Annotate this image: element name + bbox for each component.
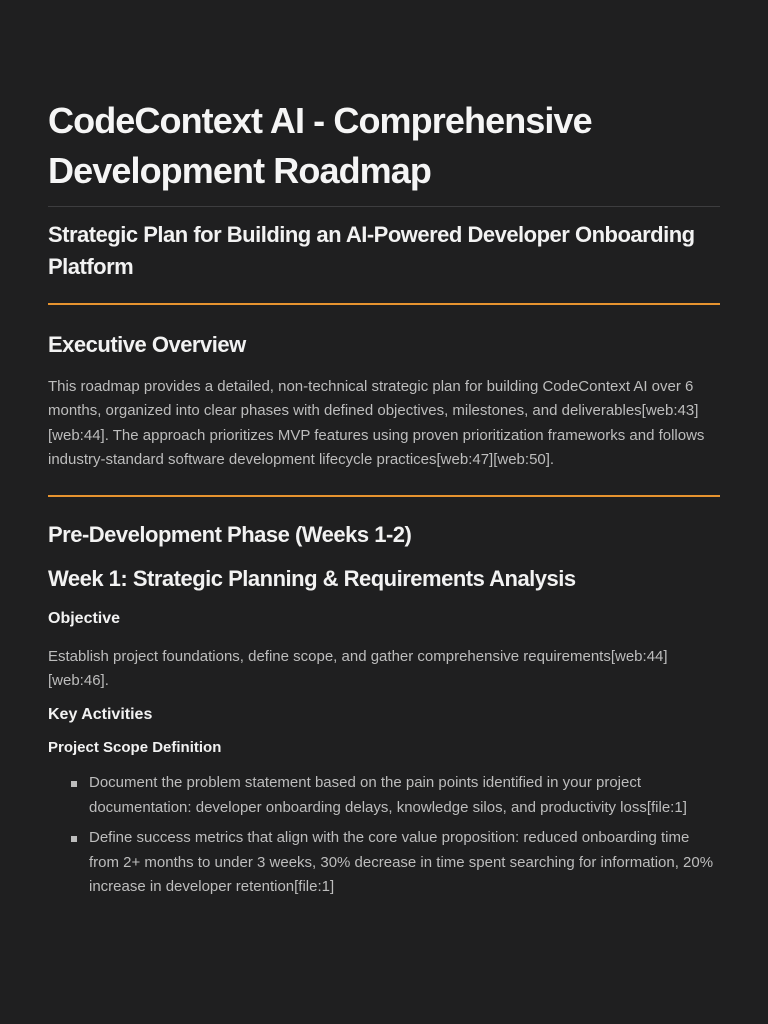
- objective-body: Establish project foundations, define scope, and gather comprehensive requirements[web:44][web:46].: [48, 647, 668, 690]
- document-title: CodeContext AI - Comprehensive Development Roadmap: [48, 100, 592, 191]
- scope-bullet-list: [48, 771, 720, 899]
- key-activities-heading: Key Activities: [48, 706, 153, 724]
- list-item: [48, 826, 720, 899]
- section-divider: [48, 495, 720, 497]
- executive-overview-heading: Executive Overview: [48, 332, 246, 357]
- objective-heading: Objective: [48, 609, 121, 627]
- section-divider: [48, 303, 720, 305]
- list-item: [48, 771, 720, 820]
- list-item-text: Define success metrics that align with the core value proposition: reduced onboarding time from 2+ months to under 3 weeks, 30% decrease in time spent searching for information, 20% increase in developer retention[file:1]: [89, 829, 714, 896]
- week1-heading: Week 1: Strategic Planning & Requirements Analysis: [48, 565, 576, 591]
- bullet-marker: [71, 836, 77, 842]
- title-divider: [48, 206, 720, 207]
- document-subtitle: Strategic Plan for Building an AI-Powered Developer Onboarding Platform: [48, 222, 695, 279]
- executive-overview-body: This roadmap provides a detailed, non-technical strategic plan for building CodeContext AI over 6 months, organized into clear phases with defined objectives, milestones, and deliverables[web:43][web:44]. The approach prioritizes MVP features using proven prioritization frameworks and follows industry-standard software development lifecycle practices[web:47][web:50].: [48, 378, 705, 469]
- bullet-marker: [71, 781, 77, 787]
- list-item-text: Document the problem statement based on the pain points identified in your project documentation: developer onboarding delays, knowledge silos, and productivity loss[file:1]: [89, 774, 687, 816]
- pre-development-heading: Pre-Development Phase (Weeks 1-2): [48, 521, 412, 547]
- project-scope-heading: Project Scope Definition: [48, 739, 222, 757]
